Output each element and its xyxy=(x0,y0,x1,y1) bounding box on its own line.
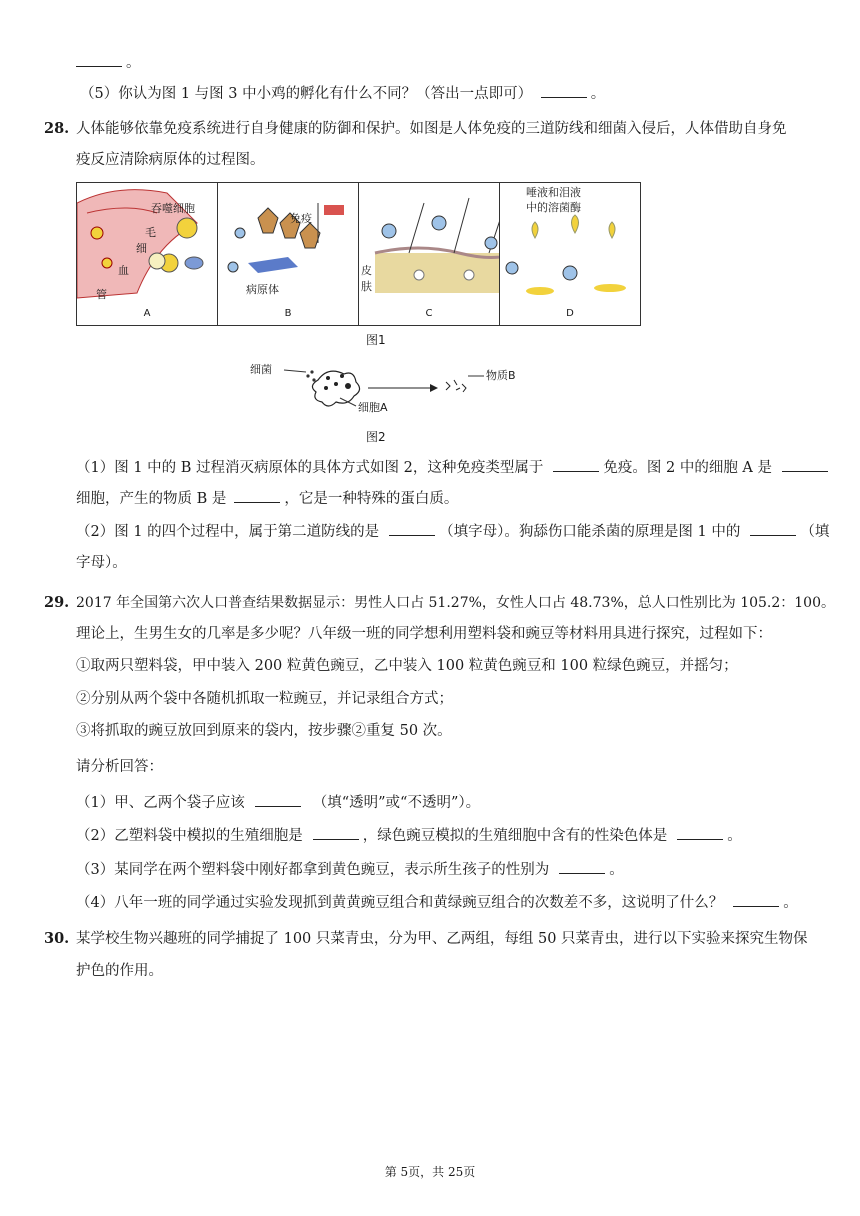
q29-sub1: （1）甲、乙两个袋子应该 （填“透明”或“不透明”）。 xyxy=(76,795,481,811)
q29-step1: ①取两只塑料袋，甲中装入 200 粒黄色豌豆，乙中装入 100 粒黄色豌豆和 100 粒绿色豌豆，并摇匀； xyxy=(76,658,738,674)
figure-1-caption: 图1 xyxy=(366,333,386,347)
panel-b: 免疫 病原体 B xyxy=(218,183,359,325)
q28-sub2-line2: 字母）。 xyxy=(76,555,127,571)
answer-blank xyxy=(733,894,779,907)
panel-d: 唾液和泪液 中的溶菌酶 D xyxy=(500,183,640,325)
q30-number: 30. xyxy=(44,930,70,947)
bacteria-label: 细菌 xyxy=(250,363,272,376)
answer-blank xyxy=(677,827,723,840)
q29-intro-line2: 理论上，生男生女的几率是多少呢？八年级一班的同学想利用塑料袋和豌豆等材料用具进行探究，过程如下： xyxy=(76,626,772,642)
figure-2-caption: 图2 xyxy=(366,430,386,444)
answer-blank xyxy=(553,459,599,472)
q28-sub1-line2: 细胞，产生的物质 B 是 ，它是一种特殊的蛋白质。 xyxy=(76,491,459,507)
immune-cells-illustration xyxy=(218,183,350,303)
panel-d-label: D xyxy=(566,308,574,319)
answer-blank xyxy=(389,523,435,536)
answer-blank xyxy=(541,85,587,98)
q29-intro-line1: 2017 年全国第六次人口普查结果数据显示：男性人口占 51.27%，女性人口占 48.73%，总人口性别比为 105.2：100。 xyxy=(76,595,835,611)
answer-blank xyxy=(76,54,122,67)
q27-blank-line: 。 xyxy=(76,54,141,72)
panel-b-label: B xyxy=(284,308,292,319)
cell-a-label: 细胞A xyxy=(358,401,388,414)
page-footer: 第 5页，共 25页 xyxy=(384,1165,476,1179)
q29-number: 29. xyxy=(44,594,70,611)
q27-sub5: （5）你认为图 1 与图 3 中小鸡的孵化有什么不同？（答出一点即可） 。 xyxy=(80,86,606,102)
q29-sub2: （2）乙塑料袋中模拟的生殖细胞是 ，绿色豌豆模拟的生殖细胞中含有的性染色体是 。 xyxy=(76,828,742,844)
answer-blank xyxy=(255,794,301,807)
q29-step3: ③将抓取的豌豆放回到原来的袋内，按步骤②重复 50 次。 xyxy=(76,723,452,739)
panel-c: 皮 肤 C xyxy=(359,183,500,325)
q30-intro-line2: 护色的作用。 xyxy=(76,963,163,979)
substance-b-label: 物质B xyxy=(486,369,516,382)
figure-2 xyxy=(248,360,548,420)
q28-sub2-line1: （2）图 1 的四个过程中，属于第二道防线的是 （填字母）。狗舔伤口能杀菌的原理是图 1 中的 （填 xyxy=(76,524,830,540)
q29-sub3: （3）某同学在两个塑料袋中刚好都拿到黄色豌豆，表示所生孩子的性别为 。 xyxy=(76,862,624,878)
figure-1 xyxy=(76,182,641,326)
answer-blank xyxy=(313,827,359,840)
panel-c-label: C xyxy=(425,308,433,319)
q29-sub4: （4）八年一班的同学通过实验发现抓到黄黄豌豆组合和黄绿豌豆组合的次数差不多，这说明了什么？ 。 xyxy=(76,895,798,911)
answer-blank xyxy=(782,459,828,472)
answer-blank xyxy=(750,523,796,536)
q28-intro-line1: 人体能够依靠免疫系统进行自身健康的防御和保护。如图是人体免疫的三道防线和细菌入侵后，人体借助自身免 xyxy=(76,121,787,137)
panel-a-label: A xyxy=(143,308,151,319)
q28-intro-line2: 疫反应清除病原体的过程图。 xyxy=(76,152,265,168)
panel-a: 吞噬细胞 毛 细 血 管 A xyxy=(77,183,218,325)
q28-number: 28. xyxy=(44,120,70,137)
answer-blank xyxy=(559,861,605,874)
q29-prompt: 请分析回答： xyxy=(76,759,163,775)
skin-illustration xyxy=(359,183,500,303)
q28-sub1-line1: （1）图 1 中的 B 过程消灭病原体的具体方式如图 2，这种免疫类型属于 免疫。图 2 中的细胞 A 是 xyxy=(76,459,832,477)
q29-step2: ②分别从两个袋中各随机抓取一粒豌豆，并记录组合方式； xyxy=(76,691,453,707)
q30-intro-line1: 某学校生物兴趣班的同学捕捉了 100 只菜青虫，分为甲、乙两组，每组 50 只菜青虫，进行以下实验来探究生物保 xyxy=(76,931,808,947)
answer-blank xyxy=(234,490,280,503)
